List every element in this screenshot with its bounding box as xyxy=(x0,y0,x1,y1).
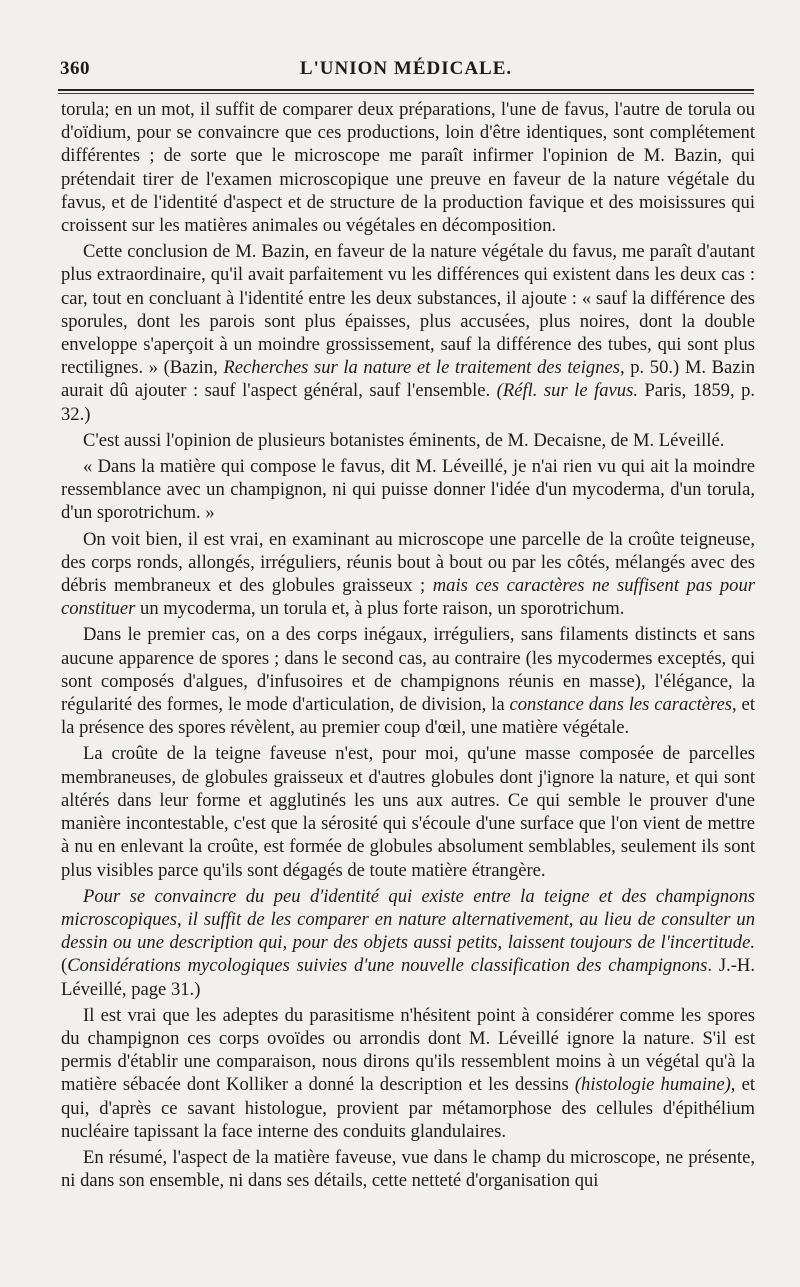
text-run: On voit bien, il est vrai, en examinant au microscope une parcelle de la croûte teigneuse, des corps ronds, allongés, irréguliers, réunis bout à bout ou par les côtés, mélangés avec des débris membraneux et des globules graisseux ; xyxy=(61,528,755,597)
page-number: 360 xyxy=(60,58,90,79)
italic-quotation xyxy=(61,885,755,1001)
text-run: , et la présence des spores révèlent, au premier coup d'œil, une matière végétale. xyxy=(61,694,755,739)
italic-citation: Considérations mycologiques suivies d'une nouvelle classification des champignons xyxy=(67,955,708,977)
text-run: un mycoderma, un torula et, à plus forte raison, un sporotrichum. xyxy=(135,598,625,620)
text-run: Cette conclusion de M. Bazin, en faveur de la nature végétale du favus, me paraît d'autant plus extraordinaire, qu'il avait parfaitement vu les différences qui existent dans les deux cas : car, tout en concluant à l'identité entre les deux substances, il ajoute : « sauf la différence des sporules, dont les parois sont plus épaisses, plus accusées, plus noires, dont la double enveloppe s'aperçoit à un moindre grossissement, sauf la différence des tubes, qui sont plus rectilignes. » (Bazin, xyxy=(61,241,755,379)
quotation: « Dans la matière qui compose le favus, dit M. Léveillé, je n'ai rien vu qui ait la moindre ressemblance avec un champignon, ni qui puisse donner l'idée d'un mycoderma, d'un torula, d'un sporotrichum. » xyxy=(61,456,755,524)
text-run: ( xyxy=(61,955,68,977)
header-rule-thin xyxy=(58,93,754,94)
running-title: L'UNION MÉDICALE. xyxy=(299,58,513,79)
paragraph: C'est aussi l'opinion de plusieurs botanistes éminents, de M. Decaisne, de M. Léveillé. xyxy=(83,429,725,451)
paragraph: La croûte de la teigne faveuse n'est, pour moi, qu'une masse composée de parcelles membraneuses, de globules graisseux et d'autres globules dont j'ignore la nature, et qui sont altérés dans leur forme et agglutinés les uns aux autres. Ce qui semble le prouver d'une manière incontestable, c'est que la sérosité qui s'écoule d'une surface que l'on vient de mettre à nu en enlevant la croûte, est formée de globules absolument semblables, seulement ils sont plus visibles parce qu'ils sont dégagés de toute matière étrangère. xyxy=(61,743,755,881)
italic-citation: (Réfl. sur le favus. xyxy=(496,380,638,402)
italic-quote-text: Pour se convaincre du peu d'identité qui existe entre la teigne et des champignons microscopiques, il suffit de les comparer en nature alternativement, au lieu de consulter un dessin ou une description qui, pour des objets aussi petits, laissent toujours de l'incertitude. xyxy=(61,885,755,954)
text-run: , p. 50.) M. Bazin aurait dû ajouter : sauf l'aspect général, sauf l'ensemble. xyxy=(61,357,755,402)
text-run: Paris, 1859, p. 32.) xyxy=(61,380,756,425)
italic-emphasis: constance dans les caractères xyxy=(509,694,733,716)
text-run: . J.-H. Léveillé, page 31.) xyxy=(61,955,756,1000)
text-run: Il est vrai que les adeptes du parasitisme n'hésitent point à considérer comme les spores du champignon ces corps ovoïdes ou arrondis dont M. Léveillé ignore la nature. S'il est permis d'établir une comparaison, nous dirons qu'ils ressemblent moins à un végétal qu'à la matière sébacée dont Kolliker a donné la description et les dessins xyxy=(61,1004,755,1096)
page-header xyxy=(56,56,756,86)
paragraph: En résumé, l'aspect de la matière faveuse, vue dans le champ du microscope, ne présente, ni dans son ensemble, ni dans ses détails, cette netteté d'organisation qui xyxy=(61,1146,755,1192)
paragraph xyxy=(61,240,755,426)
text-run: Dans le premier cas, on a des corps inégaux, irréguliers, sans filaments distincts et sans aucune apparence de spores ; dans le second cas, au contraire (les mycodermes exceptés, qui sont composés d'algues, d'infusoires et de champignons réunis en masse), l'élégance, la régularité des formes, le mode d'articulation, de division, la xyxy=(61,624,755,716)
italic-emphasis: mais ces caractères ne suffisent pas pour constituer xyxy=(61,575,755,620)
paragraph xyxy=(61,623,755,739)
italic-citation: (histologie humaine) xyxy=(574,1074,731,1096)
paragraph xyxy=(61,1004,755,1143)
paragraph: torula; en un mot, il suffit de comparer deux préparations, l'une de favus, l'autre de torula ou d'oïdium, pour se convaincre que ces productions, loin d'être identiques, sont complétement différentes ; de sorte que le microscope me paraît infirmer l'opinion de M. Bazin, qui prétendait tirer de l'examen microscopique une preuve en faveur de la nature végétale du favus, et de l'identité d'aspect et de structure de la production favique et des moisissures qui croissent sur les matières animales ou végétales en décomposition. xyxy=(61,99,755,237)
paragraph xyxy=(61,528,755,621)
header-rule xyxy=(58,89,754,91)
italic-citation: Recherches sur la nature et le traitement des teignes xyxy=(223,357,621,379)
body-text xyxy=(61,98,755,1192)
text-run: , et qui, d'après ce savant histologue, provient par métamorphose des cellules d'épithélium nucléaire tapissant la face interne des conduits glandulaires. xyxy=(61,1074,755,1142)
